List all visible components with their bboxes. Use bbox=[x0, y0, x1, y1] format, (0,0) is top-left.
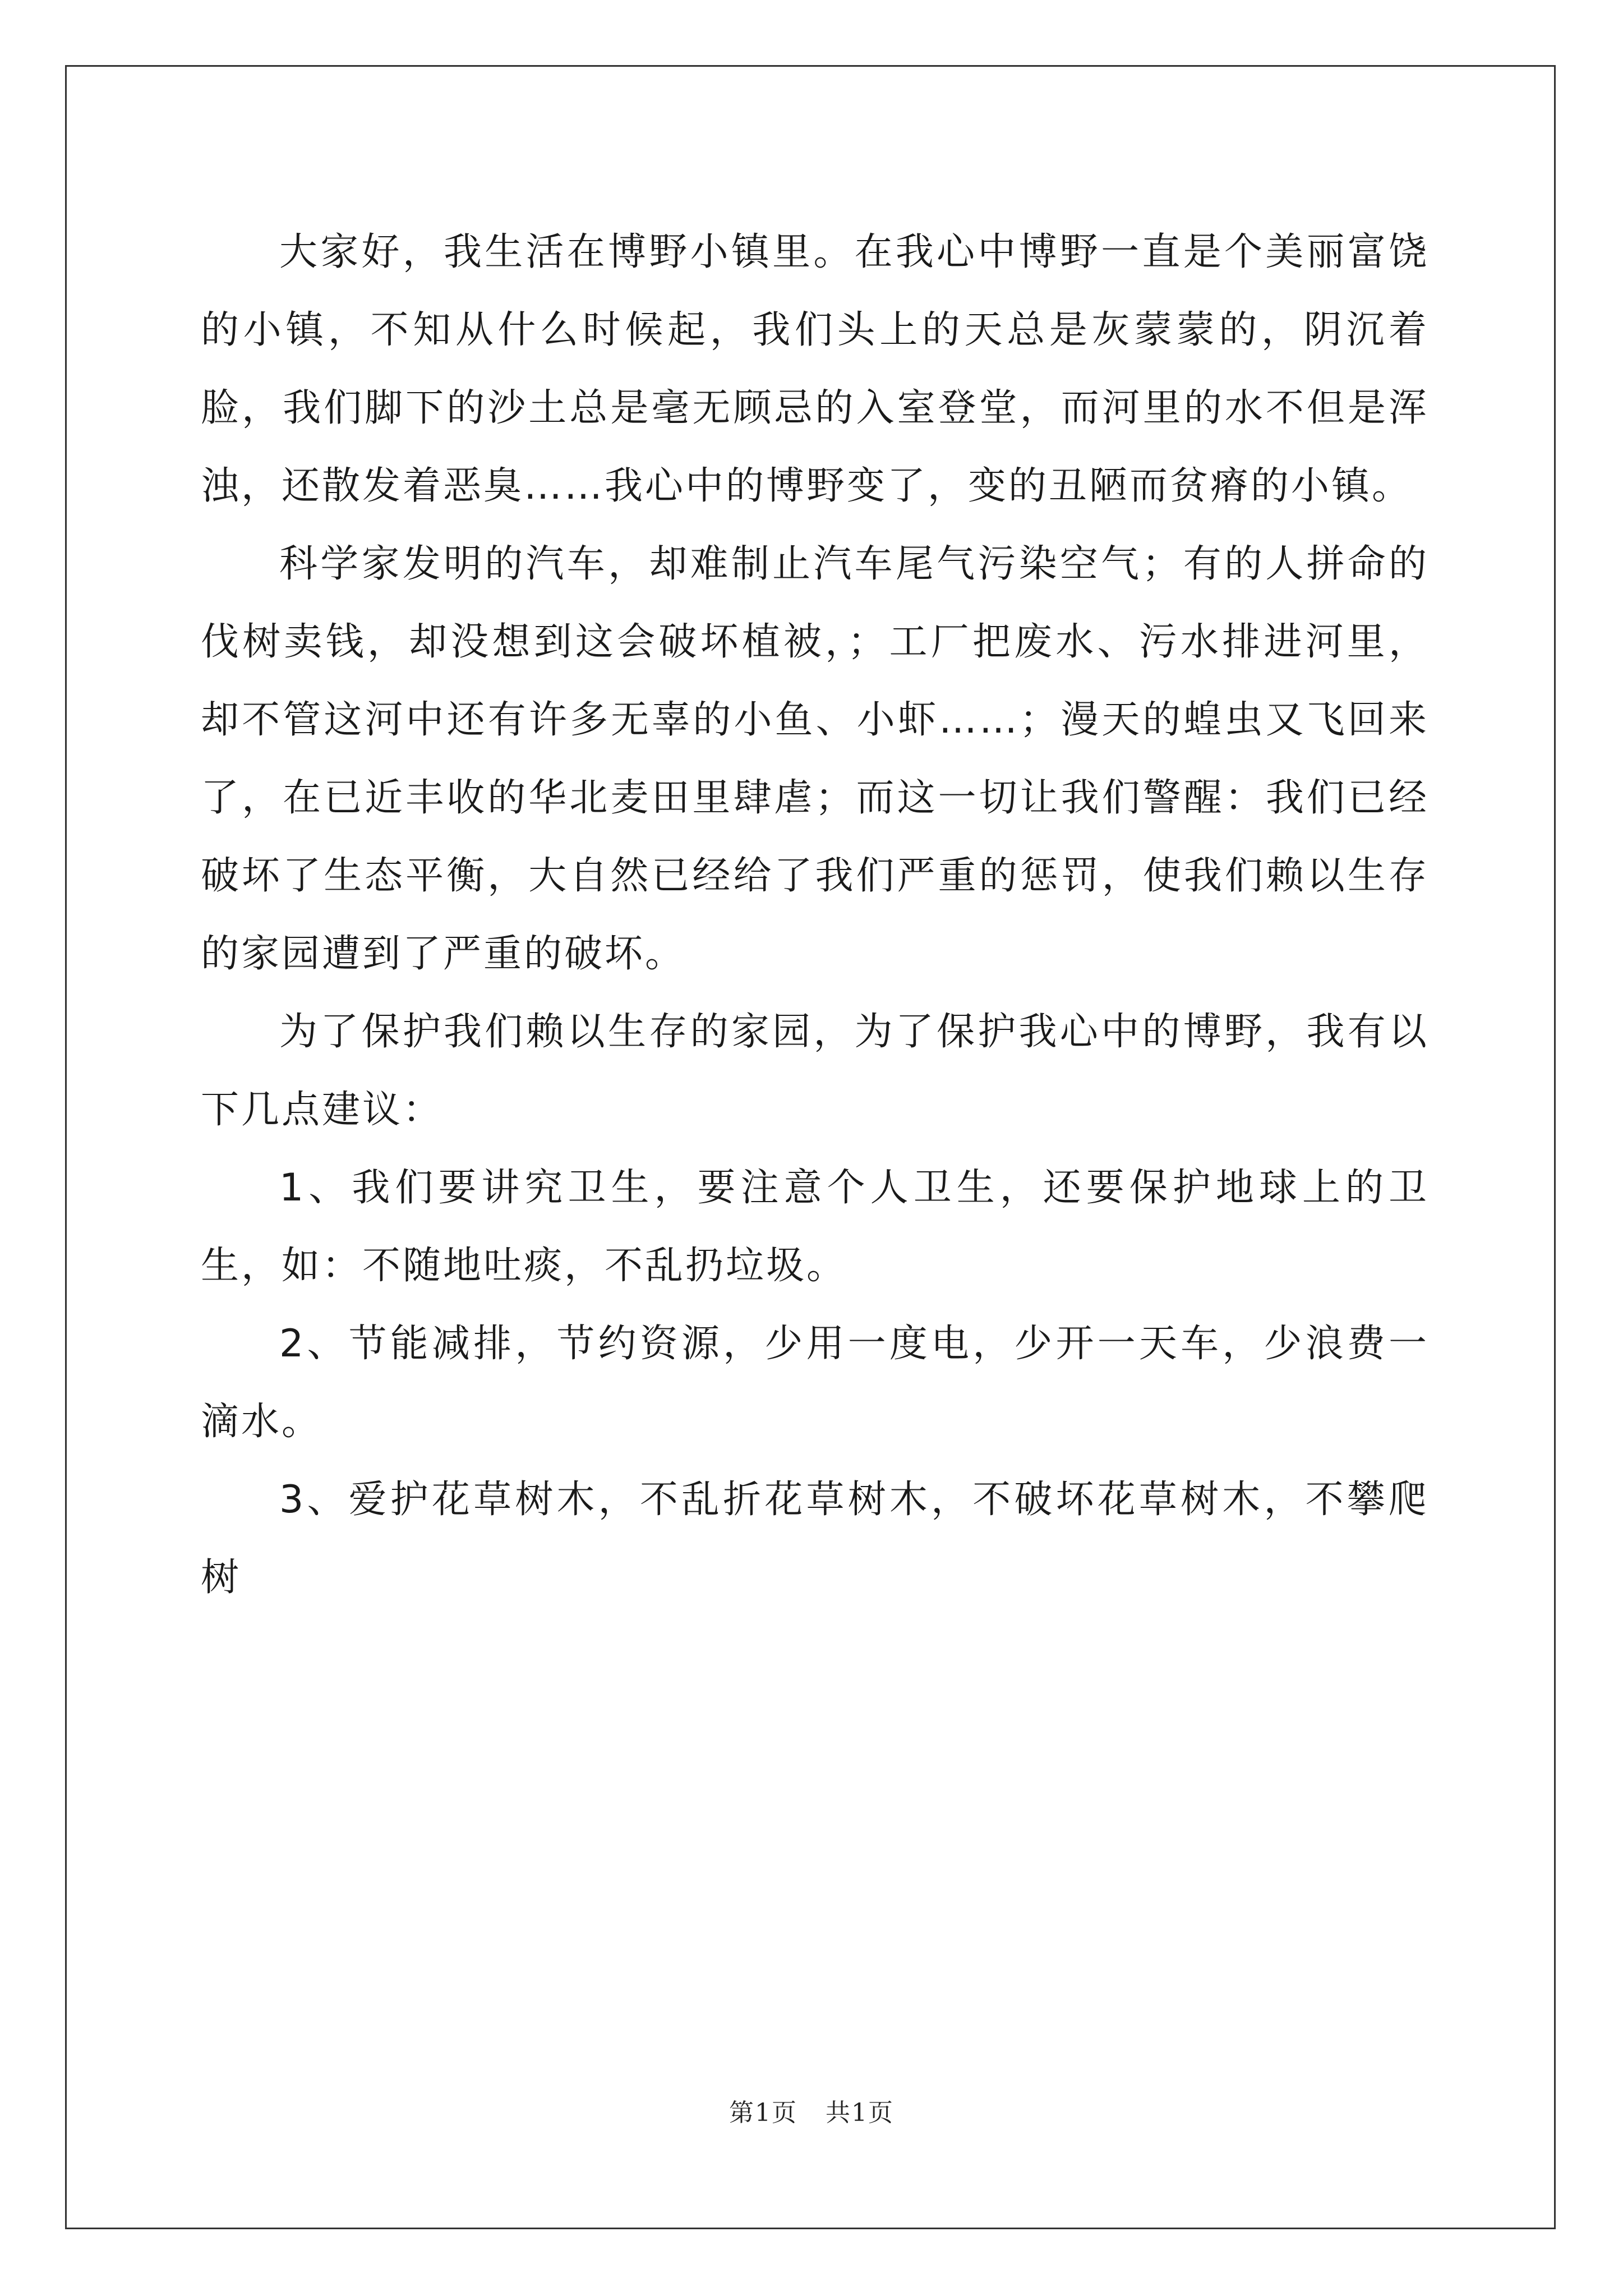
paragraph-1: 大家好，我生活在博野小镇里。在我心中博野一直是个美丽富饶的小镇，不知从什么时候起，我们头上的天总是灰蒙蒙的，阴沉着脸，我们脚下的沙土总是毫无顾忌的入室登堂，而河里的水不但是浑浊，还散发着恶臭……我心中的博野变了，变的丑陋而贫瘠的小镇。 bbox=[201, 230, 1429, 508]
page-footer bbox=[0, 2092, 1623, 2128]
paragraph-6: 3、爱护花草树木，不乱折花草树木，不破坏花草树木，不攀爬树 bbox=[201, 1478, 1429, 1600]
page-number-total: 共1页 bbox=[826, 2099, 894, 2127]
paragraph-2: 科学家发明的汽车，却难制止汽车尾气污染空气；有的人拼命的伐树卖钱，却没想到这会破坏植被，；工厂把废水、污水排进河里，却不管这河中还有许多无辜的小鱼、小虾……；漫天的蝗虫又飞回来了，在已近丰收的华北麦田里肆虐；而这一切让我们警醒：我们已经破坏了生态平衡，大自然已经给了我们严重的惩罚，使我们赖以生存的家园遭到了严重的破坏。 bbox=[201, 542, 1429, 976]
paragraph-5: 2、节能减排，节约资源，少用一度电，少开一天车，少浪费一滴水。 bbox=[201, 1322, 1429, 1444]
paragraph-3: 为了保护我们赖以生存的家园，为了保护我心中的博野，我有以下几点建议： bbox=[201, 1010, 1429, 1132]
document-body bbox=[201, 213, 1429, 1617]
page-number-current: 第1页 bbox=[729, 2099, 797, 2127]
paragraph-4: 1、我们要讲究卫生，要注意个人卫生，还要保护地球上的卫生，如：不随地吐痰，不乱扔垃圾。 bbox=[201, 1166, 1429, 1288]
